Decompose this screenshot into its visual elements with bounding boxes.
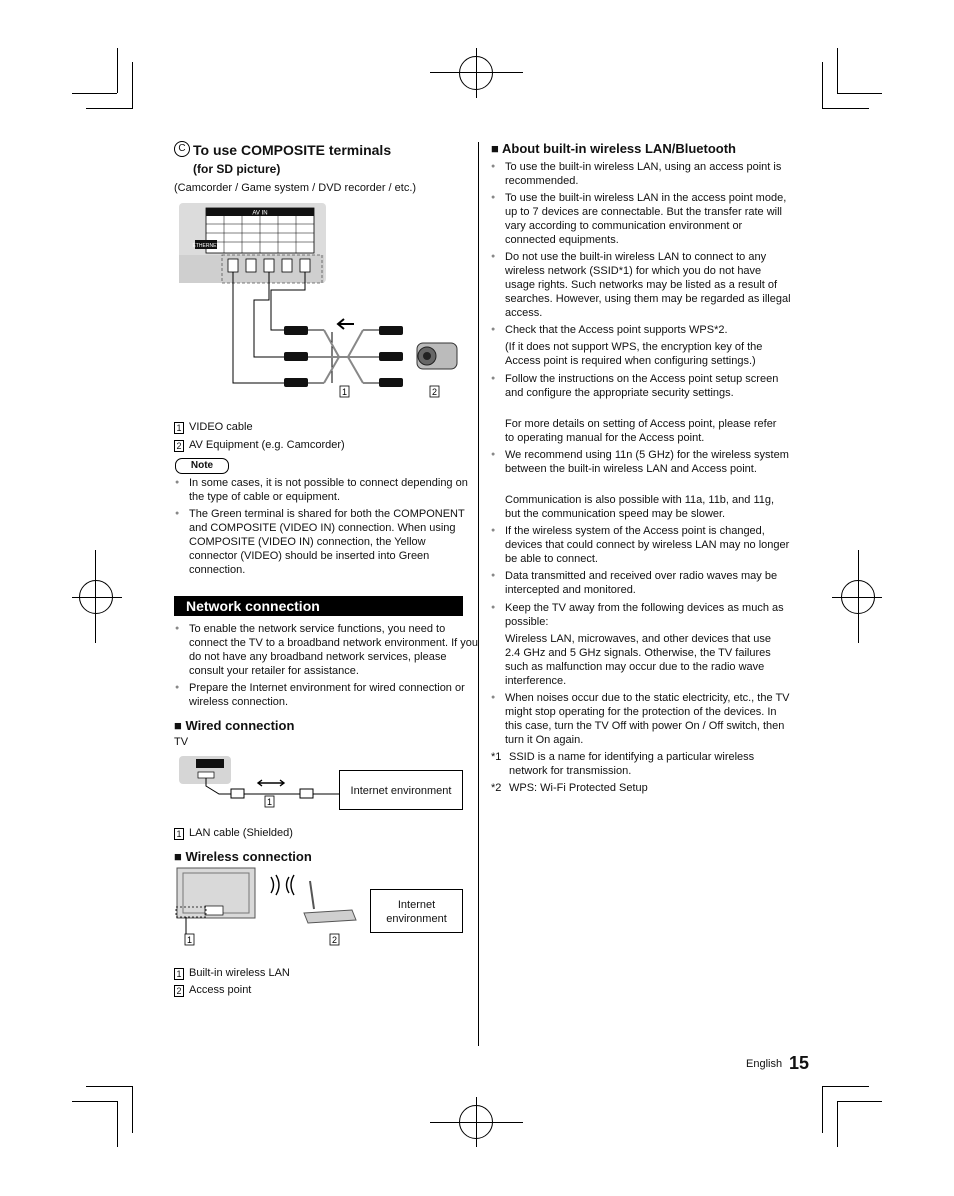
- diagram-callout-2: 2: [431, 387, 438, 397]
- info-paragraph: Communication is also possible with 11a, 11b, and 11g, but the communication speed may be slower.: [505, 494, 775, 520]
- wireless-connection-diagram: [174, 865, 374, 947]
- info-bullet: ● Follow the instructions on the Access point setup screen and configure the appropriate security settings.: [491, 372, 793, 400]
- info-bullet: ● Data transmitted and received over radio waves may be intercepted and monitored.: [491, 569, 793, 597]
- footer-language: English: [746, 1058, 783, 1070]
- footnote-mark: *2: [491, 782, 502, 794]
- wired-callout-1: 1: [266, 797, 273, 807]
- note-label: Note: [175, 458, 229, 474]
- internet-environment-wireless: Internet environment: [370, 889, 463, 933]
- note-item: ● In some cases, it is not possible to connect depending on the type of cable or equipment.: [175, 476, 474, 504]
- wired-connection-diagram: [174, 750, 344, 810]
- info-bullet: ● To use the built-in wireless LAN in the access point mode, up to 7 devices are connectable. But the transfer rate will vary according to communication environment or connected equipments.: [491, 191, 793, 247]
- legend-num: 1: [174, 422, 184, 434]
- info-bullet: ● We recommend using 11n (5 GHz) for the wireless system between the built-in wireless LAN and Access point.: [491, 448, 793, 476]
- legend-lan-cable: [174, 826, 293, 840]
- footnote-text: WPS: Wi-Fi Protected Setup: [509, 782, 648, 794]
- diagram-callout-1: 1: [341, 387, 348, 397]
- info-bullet: ● Do not use the built-in wireless LAN to connect to any wireless network (SSID*1) for which you do not have usage rights. Such networks may be listed as a result of searches. However, using them may be regarded as illegal access.: [491, 250, 793, 320]
- note-item: ● The Green terminal is shared for both the COMPONENT and COMPOSITE (VIDEO IN) connection. When using COMPOSITE (VIDEO IN) connection, the Yellow connector (VIDEO) should be inserted into Green connection.: [175, 507, 474, 577]
- legend-text: LAN cable (Shielded): [189, 827, 293, 839]
- column-divider: [478, 142, 479, 1046]
- info-bullet: ● To use the built-in wireless LAN, using an access point is recommended.: [491, 160, 793, 188]
- info-paragraph: Wireless LAN, microwaves, and other devices that use 2.4 GHz and 5 GHz signals. Otherwise, the TV failures such as malfunction may occur due to the radio wave interference.: [505, 633, 771, 687]
- network-connection-heading: Network connection: [174, 596, 463, 616]
- composite-title: To use COMPOSITE terminals: [193, 142, 392, 158]
- info-paragraph: For more details on setting of Access point, please refer to operating manual for the Access point.: [505, 418, 777, 444]
- legend-num: 2: [174, 985, 184, 997]
- legend-built-in-wireless-lan: [174, 966, 290, 980]
- composite-devices: (Camcorder / Game system / DVD recorder / etc.): [174, 182, 417, 194]
- wireless-callout-1: 1: [186, 935, 193, 945]
- composite-subtitle: (for SD picture): [193, 162, 281, 176]
- internet-environment-wired: Internet environment: [339, 770, 463, 810]
- wireless-callout-2: 2: [331, 935, 338, 945]
- wireless-connection-heading: ■ Wireless connection: [174, 849, 312, 864]
- legend-text: VIDEO cable: [189, 421, 253, 433]
- network-bullet: ● To enable the network service functions, you need to connect the TV to a broadband network environment. If you do not have any broadband network services, please consult your retailer for assistance.: [175, 622, 479, 678]
- section-marker: C: [174, 141, 190, 157]
- legend-video-cable: [174, 420, 253, 434]
- legend-text: AV Equipment (e.g. Camcorder): [189, 439, 345, 451]
- footnote-ssid: [491, 750, 781, 778]
- wired-connection-heading: ■ Wired connection: [174, 718, 294, 733]
- legend-av-equipment: [174, 438, 345, 452]
- info-bullet: ● If the wireless system of the Access point is changed, devices that could connect by wireless LAN may no longer be able to connect.: [491, 524, 793, 566]
- info-bullet: ● Check that the Access point supports WPS*2.: [491, 323, 793, 337]
- legend-access-point: [174, 983, 251, 997]
- info-bullet: ● Keep the TV away from the following devices as much as possible:: [491, 601, 793, 629]
- legend-num: 1: [174, 968, 184, 980]
- panel-label: AV IN: [252, 210, 268, 217]
- wireless-lan-bluetooth-heading: ■ About built-in wireless LAN/Bluetooth: [491, 141, 736, 156]
- footnote-wps: [491, 781, 781, 795]
- composite-connection-diagram: [174, 200, 464, 405]
- network-bullet: ● Prepare the Internet environment for wired connection or wireless connection.: [175, 681, 479, 709]
- legend-text: Built-in wireless LAN: [189, 967, 290, 979]
- legend-num: 1: [174, 828, 184, 840]
- info-bullet: ● When noises occur due to the static electricity, etc., the TV might stop operating for the protection of the devices. In this case, turn the TV Off with power On / Off switch, then turn it On again.: [491, 691, 793, 747]
- ethernet-label: ETHERNET: [192, 243, 220, 249]
- legend-text: Access point: [189, 984, 252, 996]
- tv-label: TV: [174, 736, 189, 748]
- info-paragraph: (If it does not support WPS, the encryption key of the Access point is required when configuring settings.): [505, 341, 763, 367]
- legend-num: 2: [174, 440, 184, 452]
- page-number: 15: [789, 1053, 810, 1073]
- footnote-text: SSID is a name for identifying a particular wireless network for transmission.: [509, 751, 755, 777]
- footnote-mark: *1: [491, 751, 502, 763]
